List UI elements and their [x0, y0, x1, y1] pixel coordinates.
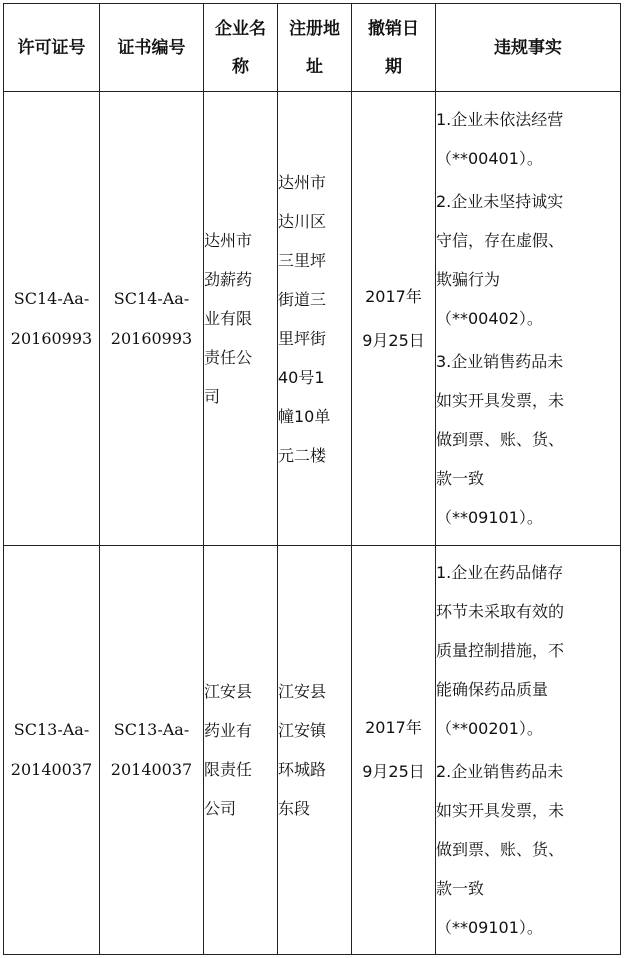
violations-cell: [436, 92, 621, 546]
cert-no-cell: SC14-Aa- 20160993: [100, 92, 204, 546]
license-no-cell: SC14-Aa- 20160993: [4, 92, 100, 546]
table-row: [4, 92, 621, 546]
revoke-date-cell: 2017年 9月25日: [352, 546, 436, 955]
violation-item: 1.企业未依法经营 （**00401）。: [436, 110, 564, 168]
header-violations: 违规事实: [436, 4, 621, 92]
header-revoke-date: 撤销日 期: [352, 4, 436, 92]
violation-item: 2.企业销售药品未 如实开具发票，未 做到票、账、货、 款一致 （**09101）。: [436, 762, 565, 937]
cert-no-cell: SC13-Aa- 20140037: [100, 546, 204, 955]
violations-cell: [436, 546, 621, 955]
header-address: 注册地 址: [278, 4, 352, 92]
header-row: [4, 4, 621, 92]
violation-item: 2.企业未坚持诚实 守信，存在虚假、 欺骗行为 （**00402）。: [436, 192, 565, 328]
violation-item: 1.企业在药品储存 环节未采取有效的 质量控制措施，不 能确保药品质量 （**00201）。: [436, 563, 565, 738]
table-row: [4, 546, 621, 955]
header-license-no: 许可证号: [4, 4, 100, 92]
header-cert-no: 证书编号: [100, 4, 204, 92]
header-company-name: 企业名 称: [204, 4, 278, 92]
address-cell: 达州市 达川区 三里坪 街道三 里坪街 40号1 幢10单 元二楼: [278, 92, 352, 546]
license-no-cell: SC13-Aa- 20140037: [4, 546, 100, 955]
address-cell: 江安县 江安镇 环城路 东段: [278, 546, 352, 955]
revoked-permits-table: [3, 3, 621, 955]
company-name-cell: 江安县 药业有 限责任 公司: [204, 546, 278, 955]
revoke-date-cell: 2017年 9月25日: [352, 92, 436, 546]
violation-item: 3.企业销售药品未 如实开具发票，未 做到票、账、货、 款一致 （**09101）。: [436, 352, 565, 527]
company-name-cell: 达州市 劲薪药 业有限 责任公 司: [204, 92, 278, 546]
